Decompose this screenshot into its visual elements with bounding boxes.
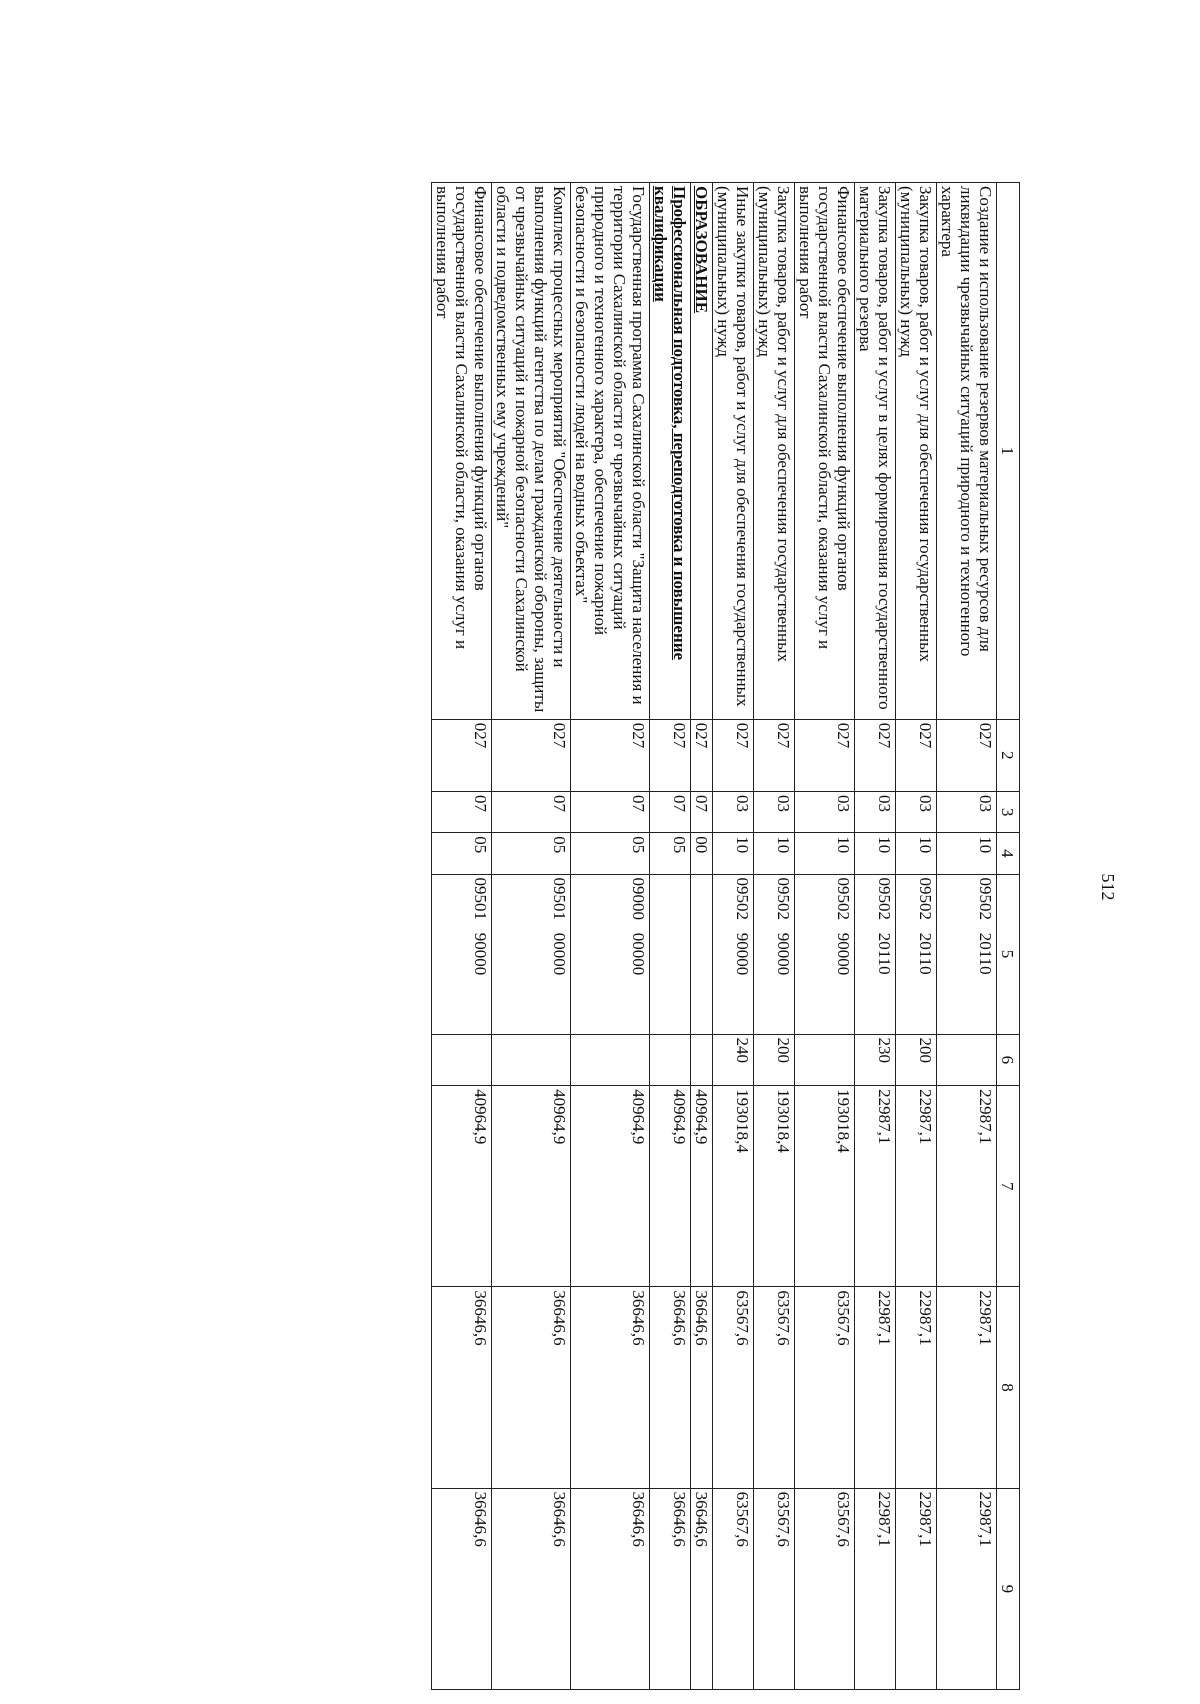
target-article-cell [650,874,691,1034]
target-article-cell [691,874,713,1034]
header-row [997,183,1020,1690]
amount-year2-cell: 63567,6 [713,1287,754,1488]
subsection-code-cell: 10 [754,833,795,874]
table-row [855,183,896,1690]
section-code-cell: 03 [937,791,997,832]
subsection-code-cell: 10 [937,833,997,874]
target-article-cell: 09501 00000 [492,874,571,1034]
amount-year3-cell: 36646,6 [432,1488,492,1689]
ministry-code-cell: 027 [937,719,997,791]
table-row [571,183,650,1690]
section-code-cell: 03 [896,791,937,832]
ministry-code-cell: 027 [855,719,896,791]
row-name-cell: Закупка товаров, работ и услуг в целях формирования государственного материального резерва [855,183,896,720]
amount-year3-cell: 22987,1 [896,1488,937,1689]
target-article-cell: 09502 20110 [937,874,997,1034]
ministry-code-cell: 027 [754,719,795,791]
amount-year1-cell: 22987,1 [896,1086,937,1287]
ministry-code-cell: 027 [713,719,754,791]
section-code-cell: 07 [650,791,691,832]
amount-year3-cell: 36646,6 [492,1488,571,1689]
header-cell: 8 [997,1287,1020,1488]
table-row [492,183,571,1690]
amount-year2-cell: 22987,1 [855,1287,896,1488]
section-code-cell: 03 [795,791,855,832]
row-name-cell: Закупка товаров, работ и услуг для обеспечения государственных (муниципальных) нужд [896,183,937,720]
subsection-code-cell: 05 [650,833,691,874]
expense-type-cell: 240 [713,1034,754,1086]
amount-year1-cell: 22987,1 [855,1086,896,1287]
amount-year2-cell: 36646,6 [691,1287,713,1488]
expense-type-cell [432,1034,492,1086]
amount-year3-cell: 22987,1 [937,1488,997,1689]
amount-year1-cell: 40964,9 [492,1086,571,1287]
table-row [754,183,795,1690]
rotated-table-container [140,182,1020,1690]
amount-year3-cell: 63567,6 [795,1488,855,1689]
table-row [937,183,997,1690]
amount-year3-cell: 36646,6 [571,1488,650,1689]
amount-year1-cell: 22987,1 [937,1086,997,1287]
row-name-cell: Закупка товаров, работ и услуг для обеспечения государственных (муниципальных) нужд [754,183,795,720]
amount-year2-cell: 63567,6 [795,1287,855,1488]
ministry-code-cell: 027 [571,719,650,791]
subsection-code-cell: 05 [492,833,571,874]
amount-year1-cell: 193018,4 [795,1086,855,1287]
row-name-cell: Профессиональная подготовка, переподготовка и повышение квалификации [650,183,691,720]
table-row [691,183,713,1690]
amount-year1-cell: 193018,4 [713,1086,754,1287]
ministry-code-cell: 027 [492,719,571,791]
row-name-cell: ОБРАЗОВАНИЕ [691,183,713,720]
subsection-code-cell: 05 [432,833,492,874]
table-row [713,183,754,1690]
section-code-cell: 03 [754,791,795,832]
row-name-cell: Иные закупки товаров, работ и услуг для обеспечения государственных (муниципальных) нужд [713,183,754,720]
page-number: 512 [1098,873,1118,901]
subsection-code-cell: 10 [713,833,754,874]
amount-year2-cell: 22987,1 [896,1287,937,1488]
amount-year2-cell: 36646,6 [492,1287,571,1488]
amount-year2-cell: 63567,6 [754,1287,795,1488]
section-code-cell: 07 [571,791,650,832]
expense-type-cell [937,1034,997,1086]
section-code-cell: 03 [855,791,896,832]
header-cell: 9 [997,1488,1020,1689]
subsection-code-cell: 05 [571,833,650,874]
header-cell: 4 [997,833,1020,874]
subsection-code-cell: 00 [691,833,713,874]
expense-type-cell: 230 [855,1034,896,1086]
row-name-cell: Финансовое обеспечение выполнения функций органов государственной власти Сахалинской области, оказания услуг и выполнения работ [432,183,492,720]
header-cell: 7 [997,1086,1020,1287]
expense-type-cell [795,1034,855,1086]
amount-year1-cell: 193018,4 [754,1086,795,1287]
amount-year3-cell: 36646,6 [691,1488,713,1689]
amount-year3-cell: 36646,6 [650,1488,691,1689]
row-name-cell: Комплекс процессных мероприятий "Обеспечение деятельности и выполнения функций агентства по делам гражданской обороны, защиты от чрезвычайных ситуаций и пожарной безопасности Сахалинской области и подведомственных ему учреждений" [492,183,571,720]
amount-year2-cell: 36646,6 [650,1287,691,1488]
amount-year2-cell: 22987,1 [937,1287,997,1488]
amount-year1-cell: 40964,9 [432,1086,492,1287]
table-row [650,183,691,1690]
header-cell: 1 [997,183,1020,720]
row-name-cell: Финансовое обеспечение выполнения функций органов государственной власти Сахалинской области, оказания услуг и выполнения работ [795,183,855,720]
row-name-cell: Государственная программа Сахалинской области "Защита населения и территории Сахалинской области от чрезвычайных ситуаций природного и техногенного характера, обеспечение пожарной безопасности и безопасности людей на водных объектах" [571,183,650,720]
amount-year1-cell: 40964,9 [571,1086,650,1287]
ministry-code-cell: 027 [795,719,855,791]
amount-year1-cell: 40964,9 [650,1086,691,1287]
amount-year3-cell: 63567,6 [754,1488,795,1689]
section-code-cell: 03 [713,791,754,832]
ministry-code-cell: 027 [650,719,691,791]
table-row [432,183,492,1690]
table-body [432,183,997,1690]
expense-type-cell [650,1034,691,1086]
amount-year2-cell: 36646,6 [432,1287,492,1488]
subsection-code-cell: 10 [855,833,896,874]
table-row [795,183,855,1690]
section-code-cell: 07 [492,791,571,832]
table-row [896,183,937,1690]
section-code-cell: 07 [691,791,713,832]
expense-type-cell: 200 [896,1034,937,1086]
target-article-cell: 09502 90000 [795,874,855,1034]
target-article-cell: 09000 00000 [571,874,650,1034]
target-article-cell: 09502 20110 [855,874,896,1034]
amount-year2-cell: 36646,6 [571,1287,650,1488]
header-cell: 6 [997,1034,1020,1086]
target-article-cell: 09502 20110 [896,874,937,1034]
expense-type-cell: 200 [754,1034,795,1086]
expense-type-cell [691,1034,713,1086]
row-name-cell: Создание и использование резервов материальных ресурсов для ликвидации чрезвычайных ситуаций природного и техногенного характера [937,183,997,720]
ministry-code-cell: 027 [432,719,492,791]
amount-year3-cell: 22987,1 [855,1488,896,1689]
ministry-code-cell: 027 [691,719,713,791]
header-cell: 5 [997,874,1020,1034]
expense-type-cell [492,1034,571,1086]
ministry-code-cell: 027 [896,719,937,791]
header-cell: 3 [997,791,1020,832]
section-code-cell: 07 [432,791,492,832]
subsection-code-cell: 10 [795,833,855,874]
target-article-cell: 09502 90000 [754,874,795,1034]
target-article-cell: 09502 90000 [713,874,754,1034]
amount-year3-cell: 63567,6 [713,1488,754,1689]
amount-year1-cell: 40964,9 [691,1086,713,1287]
header-cell: 2 [997,719,1020,791]
budget-table [431,182,1020,1690]
subsection-code-cell: 10 [896,833,937,874]
expense-type-cell [571,1034,650,1086]
target-article-cell: 09501 90000 [432,874,492,1034]
